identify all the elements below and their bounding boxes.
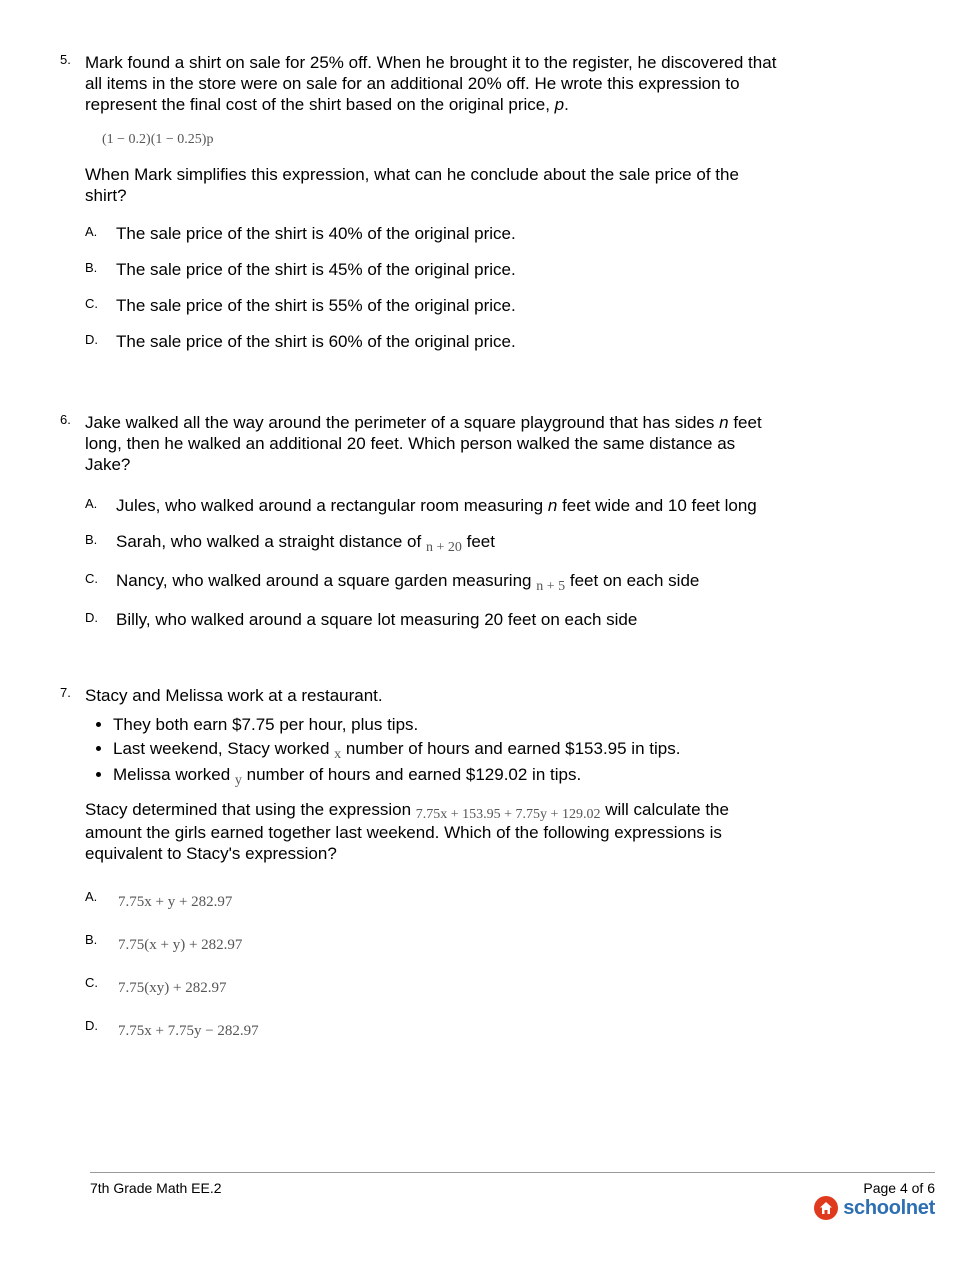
- choice-label: A.: [85, 496, 98, 511]
- choice-a[interactable]: [85, 888, 780, 913]
- choice-d[interactable]: [85, 1017, 780, 1042]
- choice-label: D.: [85, 610, 98, 625]
- choice-text: Nancy, who walked around a square garden measuring $_{n + 5}$ feet on each side: [116, 571, 700, 594]
- footer-divider: [90, 1172, 935, 1173]
- choice-label: B.: [85, 932, 98, 947]
- choice-c[interactable]: [85, 295, 780, 317]
- choice-text: 7.75(xy) + 282.97: [118, 980, 227, 996]
- question-7: [60, 685, 780, 1042]
- choice-label: C.: [85, 296, 98, 311]
- question-prompt: Stacy determined that using the expression 7.75x + 153.95 + 7.75y + 129.02 will calculate the amount the girls earned together last weekend. Which of the following expressions is equivalent to Stacy's expression?: [85, 800, 729, 863]
- question-stem: Mark found a shirt on sale for 25% off. When he brought it to the register, he discovered that all items in the store were on sale for an additional 20% off. He wrote this expression to represent the final cost of the shirt based on the original price, p.: [85, 53, 777, 114]
- choice-text: The sale price of the shirt is 55% of the original price.: [116, 296, 516, 315]
- choice-c[interactable]: [85, 570, 780, 593]
- choice-text: 7.75(x + y) + 282.97: [118, 937, 243, 953]
- list-item: • They both earn $7.75 per hour, plus tips.: [113, 714, 780, 735]
- choice-b[interactable]: [85, 931, 780, 956]
- choice-text: Sarah, who walked a straight distance of $_{n + 20}$ feet: [116, 532, 495, 555]
- footer-title: 7th Grade Math EE.2: [90, 1180, 222, 1196]
- choice-label: D.: [85, 332, 98, 347]
- question-number: 6.: [60, 412, 71, 427]
- choice-text: Billy, who walked around a square lot measuring 20 feet on each side: [116, 610, 638, 629]
- question-number: 7.: [60, 685, 71, 700]
- choice-text: The sale price of the shirt is 60% of the original price.: [116, 332, 516, 351]
- question-5: [60, 52, 780, 353]
- question-prompt: When Mark simplifies this expression, what can he conclude about the sale price of the shirt?: [85, 165, 739, 205]
- list-item: • Last weekend, Stacy worked $_x$ number of hours and earned $153.95 in tips.: [113, 738, 780, 761]
- page-indicator: Page 4 of 6: [863, 1180, 935, 1196]
- choice-d[interactable]: [85, 609, 780, 631]
- question-stem: Stacy and Melissa work at a restaurant.: [85, 686, 383, 705]
- choice-a[interactable]: [85, 223, 780, 245]
- house-icon: [814, 1196, 838, 1220]
- choice-b[interactable]: [85, 531, 780, 554]
- question-number: 5.: [60, 52, 71, 67]
- choice-text: 7.75x + y + 282.97: [118, 894, 233, 910]
- question-stem: Jake walked all the way around the perimeter of a square playground that has sides n feet long, then he walked an additional 20 feet. Which person walked the same distance as Jake?: [85, 413, 762, 474]
- bullet-list: [85, 714, 780, 787]
- choice-label: A.: [85, 224, 98, 239]
- question-6: [60, 412, 780, 631]
- brand-name: schoolnet: [843, 1196, 935, 1219]
- choice-text: The sale price of the shirt is 40% of the original price.: [116, 224, 516, 243]
- expression: (1 − 0.2)(1 − 0.25)p: [102, 132, 214, 147]
- choice-label: C.: [85, 571, 98, 586]
- schoolnet-logo: [814, 1196, 935, 1220]
- choice-text: 7.75x + 7.75y − 282.97: [118, 1023, 259, 1039]
- choice-label: A.: [85, 889, 98, 904]
- choice-d[interactable]: [85, 331, 780, 353]
- choice-label: B.: [85, 260, 98, 275]
- choice-c[interactable]: [85, 974, 780, 999]
- choice-b[interactable]: [85, 259, 780, 281]
- choice-label: B.: [85, 532, 98, 547]
- choice-text: The sale price of the shirt is 45% of the original price.: [116, 260, 516, 279]
- choice-a[interactable]: [85, 495, 780, 517]
- choice-label: D.: [85, 1018, 98, 1033]
- list-item: • Melissa worked $_y$ number of hours and earned $129.02 in tips.: [113, 764, 780, 787]
- choice-label: C.: [85, 975, 98, 990]
- choice-text: Jules, who walked around a rectangular room measuring n feet wide and 10 feet long: [116, 496, 757, 515]
